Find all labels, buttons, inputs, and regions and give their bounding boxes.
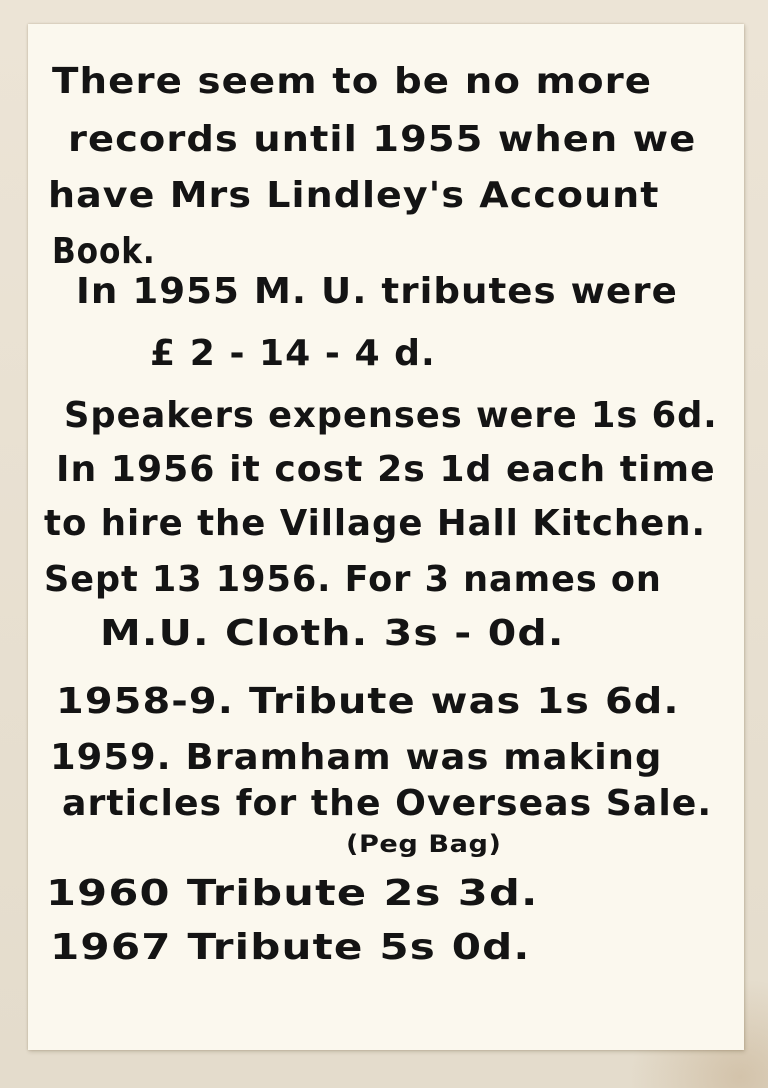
text-line-16: 1967 Tribute 5s 0d. bbox=[50, 927, 531, 968]
text-line-3: have Mrs Lindley's Account bbox=[48, 175, 660, 216]
text-line-6: £ 2 - 14 - 4 d. bbox=[150, 333, 436, 374]
peg-bag-note: (Peg Bag) bbox=[346, 830, 502, 858]
text-line-14: articles for the Overseas Sale. bbox=[62, 783, 713, 824]
text-line-1: There seem to be no more bbox=[52, 61, 653, 102]
text-line-7: Speakers expenses were 1s 6d. bbox=[64, 395, 718, 436]
text-line-4: Book. bbox=[52, 231, 156, 272]
text-line-10: Sept 13 1956. For 3 names on bbox=[44, 559, 662, 600]
text-line-11: M.U. Cloth. 3s - 0d. bbox=[100, 613, 565, 654]
text-line-8: In 1956 it cost 2s 1d each time bbox=[56, 449, 716, 490]
text-line-5: In 1955 M. U. tributes were bbox=[76, 271, 678, 312]
text-line-13: 1959. Bramham was making bbox=[50, 737, 663, 778]
text-line-12: 1958-9. Tribute was 1s 6d. bbox=[56, 681, 680, 722]
text-line-9: to hire the Village Hall Kitchen. bbox=[44, 503, 706, 544]
handwritten-note-card bbox=[28, 24, 744, 1050]
text-line-15: 1960 Tribute 2s 3d. bbox=[46, 873, 539, 914]
text-line-2: records until 1955 when we bbox=[68, 119, 697, 160]
